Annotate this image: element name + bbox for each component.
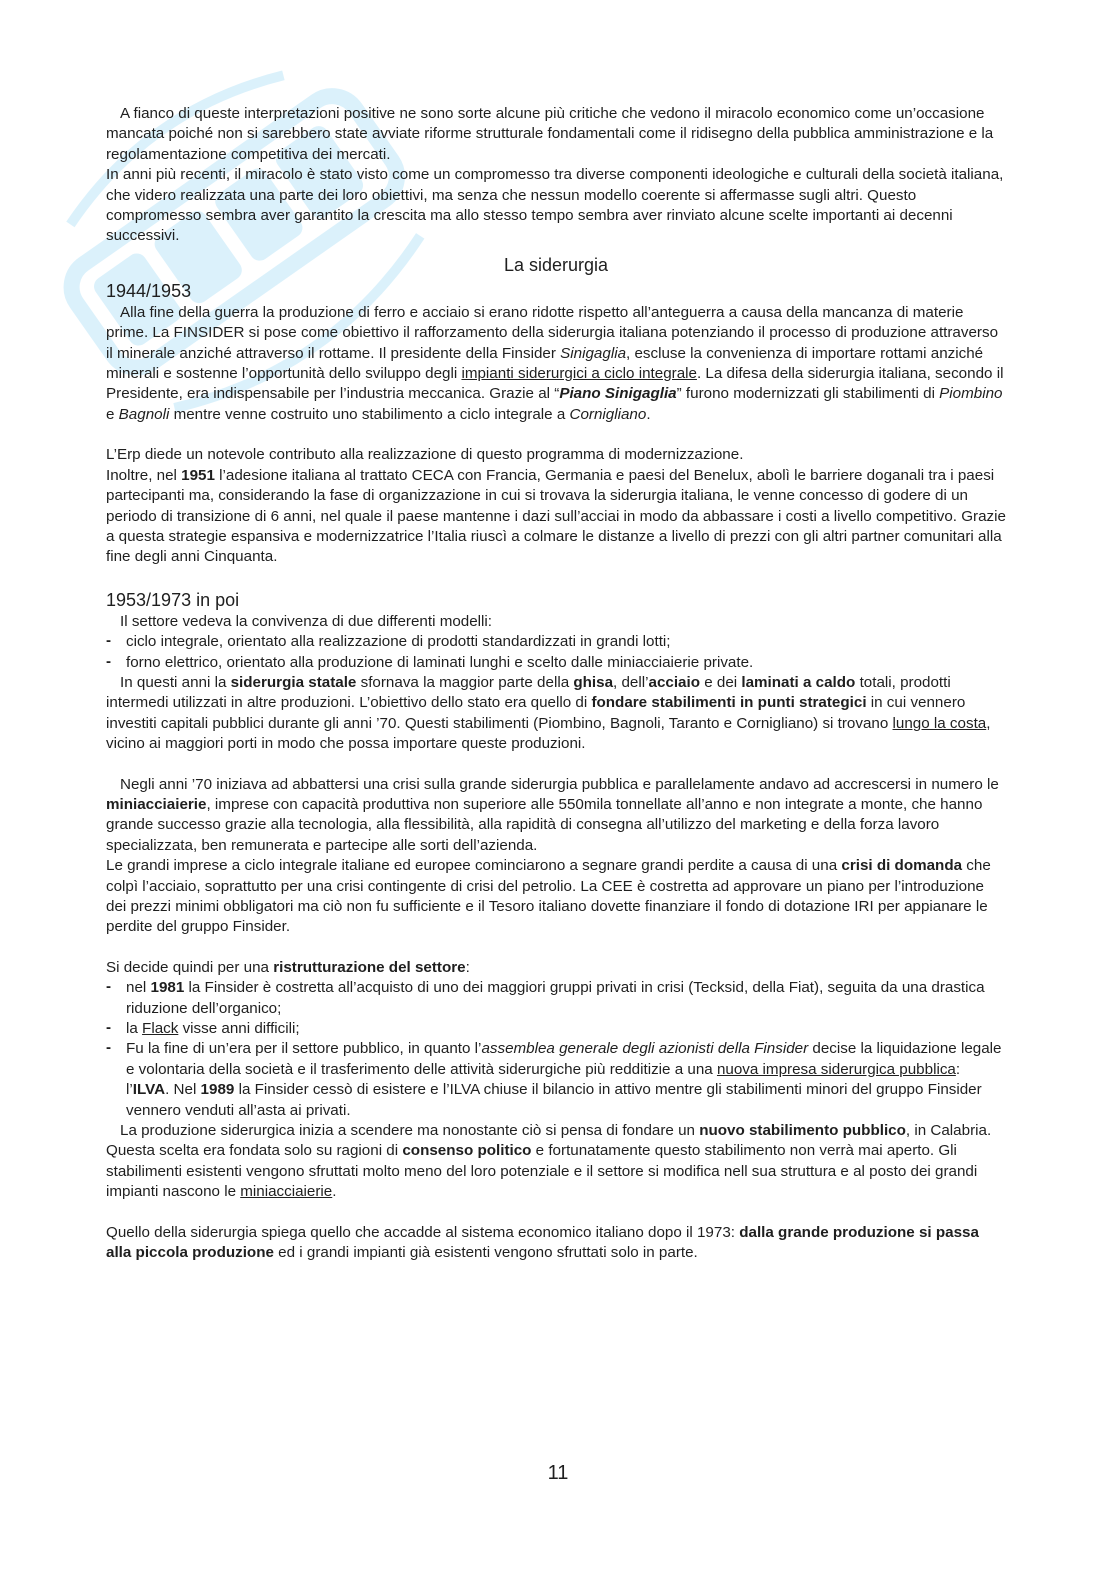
paragraph-ceca: Inoltre, nel 1951 l’adesione italiana al trattato CECA con Francia, Germania e paesi del Benelux, abolì le barriere doganali tra i paesi partecipanti ma, considerando la fase di organizzazione in cui si trovava la siderurgia italiana, le venne concesso di godere di un periodo di transizione di 6 anni, nel quale il paese mantenne i dazi sull’acciai in modo da abbassare i costi a livello competitivo. Grazie a questa strategie espansiva e modernizzatrice l’Italia riuscì a colmare le distanze a livello di prezzi con gli altri partner comunitari alla fine degli anni Cinquanta. [106, 466, 1006, 566]
piano-sinigaglia: Piano Sinigaglia [559, 385, 677, 403]
impianti-link-text: impianti siderurgici a ciclo integrale [461, 365, 697, 383]
paragraph-crisi-domanda: Le grandi imprese a ciclo integrale italiane ed europee cominciarono a segnare grandi perdite a causa di una crisi di domanda che colpì l’acciaio, soprattutto per una crisi contingente di crisi del petrolio. La CEE è costretta ad approvare un piano per l’introduzione dei prezzi minimi obbligatori ma ciò non fu sufficiente e il Tesoro italiano dovette finanziare il fondo di dotazione IRI per appianare le perdite del gruppo Finsider. [106, 857, 991, 936]
paragraph-calabria: La produzione siderurgica inizia a scendere ma nonostante ciò si pensa di fondare un nuovo stabilimento pubblico, in Calabria. Questa scelta era fondata solo su ragioni di consenso politico e fortunatamente questo stabilimento non verrà mai aperto. Gli stabilimenti esistenti vengono sfruttati molto meno del loro potenziale e il settore si modifica nell sua struttura e al posto dei grandi impianti nascono le miniacciaierie. [106, 1122, 992, 1201]
list-item: - ciclo integrale, orientato alla realizzazione di prodotti standardizzati in grandi lotti; [106, 632, 1006, 652]
heading-1944-1953: 1944/1953 [106, 280, 192, 301]
intro-paragraph-2: In anni più recenti, il miracolo è stato visto come un compromesso tra diverse componenti ideologiche e culturali della società italiana, che videro realizzata una parte dei loro obiettivi, ma senza che nessun modello coerente si affermasse sugli altri. Questo compromesso sembra aver garantito la crescita ma allo stesso tempo sembra aver rinviato alcune scelte importanti ai decenni successivi. [106, 166, 1004, 245]
paragraph-siderurgia-statale: In questi anni la siderurgia statale sfornava la maggior parte della ghisa, dell’acciaio e dei laminati a caldo totali, prodotti intermedi utilizzati in altre produzioni. L’obiettivo dello stato era quello di fondare stabilimenti in punti strategici in cui vennero investiti capitali pubblici durante gli anni ’70. Questi stabilimenti (Piombino, Bagnoli, Taranto e Cornigliano) si trovano lungo la costa, vicino ai maggiori porti in modo che possa importare queste produzioni. [106, 673, 991, 753]
document-body [106, 104, 1006, 1264]
paragraph-erp: L’Erp diede un notevole contributo alla realizzazione di questo programma di modernizzazione. [106, 446, 744, 464]
list-item: - forno elettrico, orientato alla produzione di laminati lunghi e scelto dalle miniacciaierie private. [106, 653, 1006, 673]
paragraph-finsider: Alla fine della guerra la produzione di ferro e acciaio si erano ridotte rispetto all’anteguerra a causa della mancanza di materie prime. La FINSIDER si pose come obiettivo il rafforzamento della siderurgia italiana potenziando il processo di produzione attraverso il minerale anziché attraverso il rottame. Il presidente della Finsider Sinigaglia, escluse la convenienza di importare rottami anziché minerali e sostenne l’opportunità dello sviluppo degli impianti siderurgici a ciclo integrale. La difesa della siderurgia italiana, secondo il Presidente, era indispensabile per l’industria meccanica. Grazie al “Piano Sinigaglia” furono modernizzati gli stabilimenti di Piombino e Bagnoli mentre venne costruito uno stabilimento a ciclo integrale a Cornigliano. [106, 303, 1004, 423]
ristrutturazione-list [106, 978, 1006, 1121]
sinigaglia-name: Sinigaglia [560, 344, 627, 362]
list-item: - nel 1981 la Finsider è costretta all’acquisto di uno dei maggiori gruppi privati in crisi (Tecksid, della Fiat), seguita da una drastica riduzione dell’organico; [106, 978, 1006, 1019]
models-intro: Il settore vedeva la convivenza di due differenti modelli: [120, 612, 493, 630]
list-item: - la Flack visse anni difficili; [106, 1019, 1006, 1039]
heading-1953-1973: 1953/1973 in poi [106, 589, 240, 610]
page-number: 11 [547, 1462, 569, 1484]
section-title: La siderurgia [503, 254, 609, 275]
paragraph-crisi-anni-70: Negli anni ’70 iniziava ad abbattersi una crisi sulla grande siderurgia pubblica e parallelamente andavo ad accrescersi in numero le miniacciaierie, imprese con capacità produttiva non superiore alle 550mila tonnellate all’anno e non integrate a monte, che hanno grande successo grazie alla tecnologia, alla flessibilità, alla rapidità di consegna all’utilizzo del marketing e della forza lavoro specializzata, ben remunerata e partecipe alle sorti dell’azienda. [106, 775, 999, 854]
list-item: - Fu la fine di un’era per il settore pubblico, in quanto l’assemblea generale degli azionisti della Finsider decise la liquidazione legale e volontaria della società e il trasferimento delle attività siderurgiche più redditizie a una nuova impresa siderurgica pubblica: l’ILVA. Nel 1989 la Finsider cessò di esistere e l’ILVA chiuse il bilancio in attivo mentre gli stabilimenti minori del gruppo Finsider vennero venduti all’asta ai privati. [106, 1039, 1006, 1121]
models-list [106, 632, 1006, 673]
paragraph-conclusione: Quello della siderurgia spiega quello che accadde al sistema economico italiano dopo il 1973: dalla grande produzione si passa alla piccola produzione ed i grandi impianti già esistenti vengono sfruttati solo in parte. [106, 1223, 979, 1262]
intro-paragraph-1: A fianco di queste interpretazioni positive ne sono sorte alcune più critiche che vedono il miracolo economico come un’occasione mancata poiché non si sarebbero state avviate riforme strutturale fondamentali come il ridisegno della pubblica amministrazione e la regolamentazione competitiva dei mercati. [106, 105, 994, 163]
paragraph-ristrutturazione: Si decide quindi per una ristrutturazione del settore: [106, 958, 470, 976]
